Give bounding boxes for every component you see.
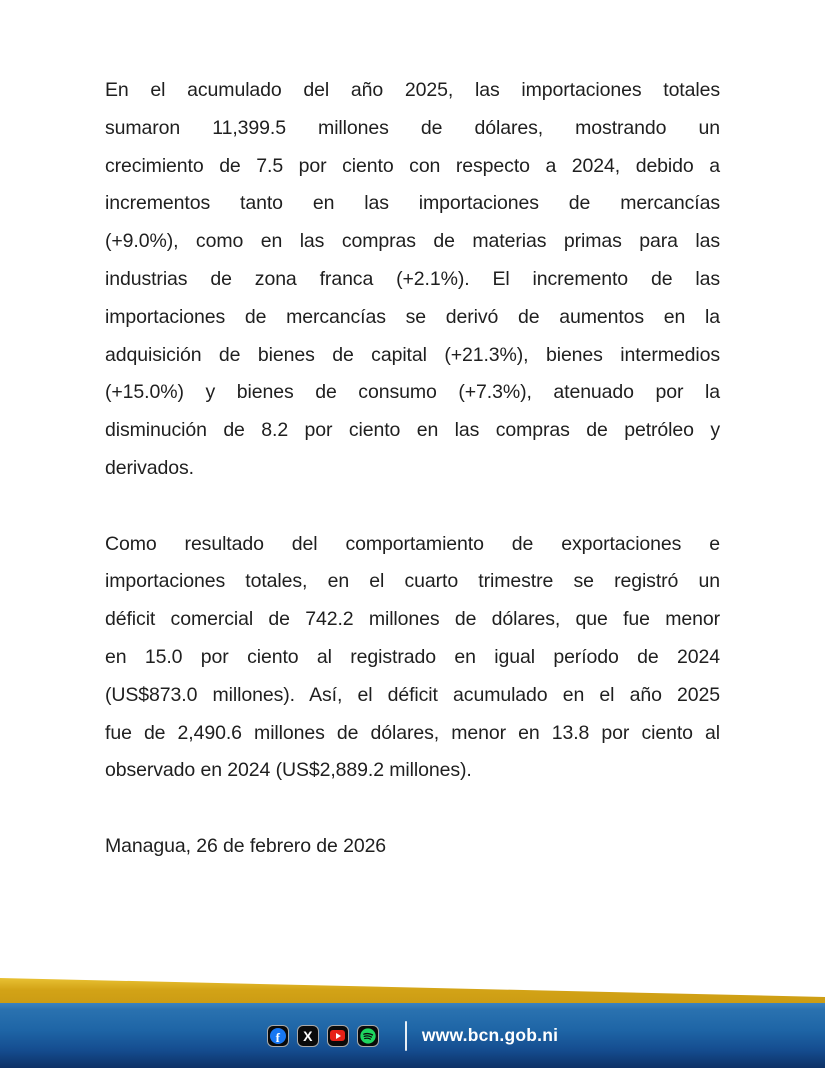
x-icon[interactable]: X — [297, 1025, 319, 1047]
paragraph-line: (US$873.0 millones). Así, el déficit acumulado en el año 2025 — [105, 683, 720, 706]
paragraph-line: industrias de zona franca (+2.1%). El incremento de las — [105, 267, 720, 290]
paragraph-line: fue de 2,490.6 millones de dólares, menor en 13.8 por ciento al — [105, 721, 720, 744]
youtube-icon[interactable] — [327, 1025, 349, 1047]
spotify-icon[interactable] — [357, 1025, 379, 1047]
page-footer — [0, 978, 825, 1068]
paragraph-line: Como resultado del comportamiento de exportaciones e — [105, 532, 720, 555]
paragraph-line: disminución de 8.2 por ciento en las compras de petróleo y — [105, 419, 720, 442]
social-icons-group — [267, 1025, 379, 1047]
paragraphs-container — [105, 72, 720, 790]
paragraph — [105, 526, 720, 791]
paragraph-line: crecimiento de 7.5 por ciento con respecto a 2024, debido a — [105, 154, 720, 177]
paragraph-line: en 15.0 por ciento al registrado en igual período de 2024 — [105, 645, 720, 668]
website-link[interactable]: www.bcn.gob.ni — [421, 1025, 559, 1045]
dateline: Managua, 26 de febrero de 2026 — [105, 834, 387, 857]
paragraph-line: (+9.0%), como en las compras de materias primas para las — [105, 230, 720, 253]
paragraph-line: déficit comercial de 742.2 millones de dólares, que fue menor — [105, 608, 720, 631]
paragraph-line: En el acumulado del año 2025, las importaciones totales — [105, 79, 720, 101]
paragraph-line: sumaron 11,399.5 millones de dólares, mostrando un — [105, 116, 720, 139]
document-body — [105, 72, 720, 866]
paragraph-line: importaciones totales, en el cuarto trimestre se registró un — [105, 570, 720, 593]
paragraph-line: derivados. — [105, 456, 194, 479]
paragraph-line: (+15.0%) y bienes de consumo (+7.3%), atenuado por la — [105, 381, 720, 404]
facebook-icon[interactable]: f — [267, 1025, 289, 1047]
gold-diagonal-band — [0, 978, 825, 1004]
footer-divider — [405, 1021, 407, 1051]
paragraph-line: incrementos tanto en las importaciones de mercancías — [105, 192, 720, 215]
footer-content — [267, 1021, 558, 1051]
paragraph — [105, 72, 720, 488]
footer-blue-bar — [0, 1003, 825, 1068]
paragraph-line: adquisición de bienes de capital (+21.3%), bienes intermedios — [105, 343, 720, 366]
paragraph-line: importaciones de mercancías se derivó de aumentos en la — [105, 305, 720, 328]
paragraph-line: observado en 2024 (US$2,889.2 millones). — [105, 759, 472, 782]
